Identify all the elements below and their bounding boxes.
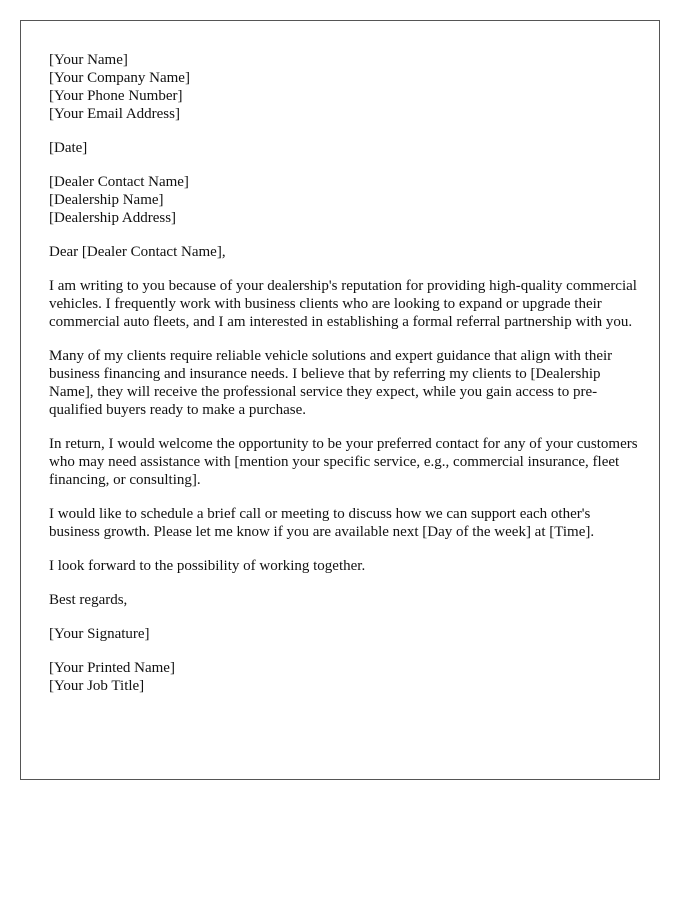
- body-paragraph: I look forward to the possibility of working together.: [49, 558, 366, 574]
- letter-body: [49, 277, 638, 575]
- sender-block: [49, 51, 631, 123]
- date-block: [49, 139, 631, 157]
- letter-page: [20, 20, 660, 780]
- sender-company: [Your Company Name]: [49, 70, 190, 86]
- sender-name: [Your Name]: [49, 52, 128, 68]
- letter-date: [Date]: [49, 140, 88, 156]
- job-title: [Your Job Title]: [49, 678, 145, 694]
- body-paragraph: Many of my clients require reliable vehicle solutions and expert guidance that align with their business financing and insurance needs. I believe that by referring my clients to [Dealership Name], they will receive the professional service they expect, while you gain access to pre-qualified buyers ready to make a purchase.: [49, 348, 613, 418]
- body-paragraph: I would like to schedule a brief call or meeting to discuss how we can support each other's business growth. Please let me know if you are available next [Day of the week] at [Time].: [49, 506, 595, 540]
- signature: [Your Signature]: [49, 626, 150, 642]
- recipient-contact-name: [Dealer Contact Name]: [49, 174, 189, 190]
- salutation: Dear [Dealer Contact Name],: [49, 244, 226, 260]
- salutation-block: [49, 243, 631, 261]
- recipient-block: [49, 173, 631, 227]
- signature-block: [49, 625, 631, 643]
- signoff-block: [49, 659, 631, 695]
- sender-phone: [Your Phone Number]: [49, 88, 183, 104]
- closing-block: [49, 591, 631, 609]
- closing: Best regards,: [49, 592, 128, 608]
- recipient-dealership-name: [Dealership Name]: [49, 192, 164, 208]
- recipient-dealership-address: [Dealership Address]: [49, 210, 177, 226]
- body-paragraph: I am writing to you because of your dealership's reputation for providing high-quality commercial vehicles. I frequently work with business clients who are looking to expand or upgrade their commercial auto fleets, and I am interested in establishing a formal referral partnership with you.: [49, 278, 637, 330]
- printed-name: [Your Printed Name]: [49, 660, 175, 676]
- body-paragraph: In return, I would welcome the opportunity to be your preferred contact for any of your customers who may need assistance with [mention your specific service, e.g., commercial insurance, fleet financing, or consulting].: [49, 436, 638, 488]
- sender-email: [Your Email Address]: [49, 106, 180, 122]
